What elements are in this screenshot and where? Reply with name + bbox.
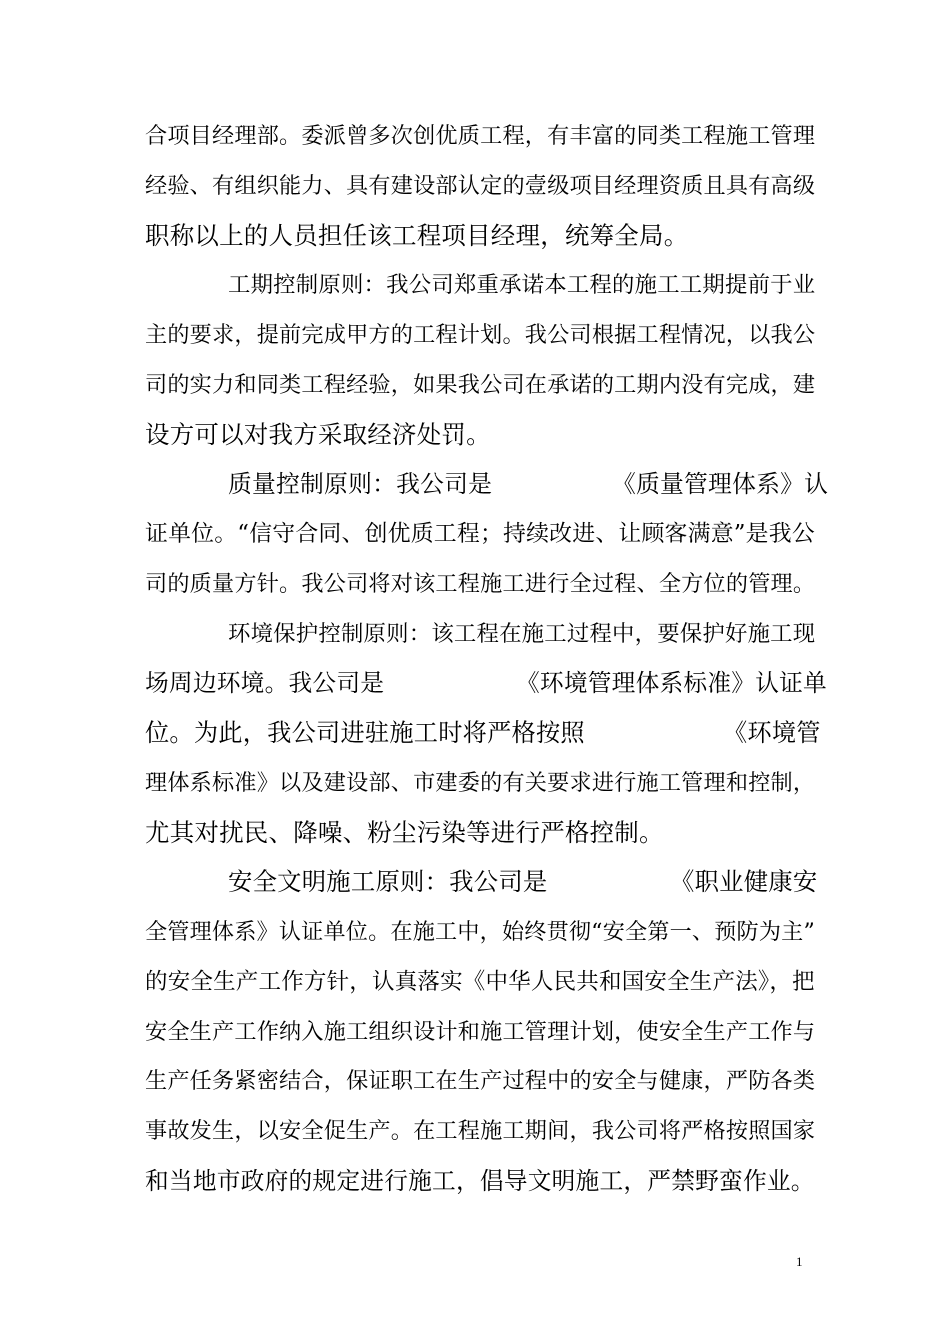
environment-line-4: 理体系标准》以及建设部、市建委的有关要求进行施工管理和控制， <box>145 770 816 796</box>
environment-line-2-right: 《环境管理体系标准》认证单 <box>516 669 827 697</box>
quality-line-1-left: 质量控制原则：我公司是 <box>228 470 493 498</box>
schedule-line-3: 司的实力和同类工程经验，如果我公司在承诺的工期内没有完成，建 <box>145 372 816 398</box>
safety-line-4: 安全生产工作纳入施工组织设计和施工管理计划，使安全生产工作与 <box>145 1019 816 1045</box>
safety-line-1-right: 《职业健康安 <box>670 867 818 896</box>
environment-line-5: 尤其对扰民、降噪、粉尘污染等进行严格控制。 <box>145 818 664 847</box>
safety-line-3: 的安全生产工作方针，认真落实《中华人民共和国安全生产法》，把 <box>145 969 815 995</box>
safety-line-1-left: 安全文明施工原则：我公司是 <box>228 867 548 896</box>
safety-line-5: 生产任务紧密结合，保证职工在生产过程中的安全与健康，严防各类 <box>145 1068 816 1094</box>
intro-line-1: 合项目经理部。委派曾多次创优质工程，有丰富的同类工程施工管理 <box>145 123 816 149</box>
page-number: 1 <box>796 1254 803 1269</box>
quality-line-2: 证单位。“信守合同、创优质工程；持续改进、让顾客满意”是我公 <box>145 521 815 547</box>
safety-line-6: 事故发生，以安全促生产。在工程施工期间，我公司将严格按照国家 <box>145 1118 816 1144</box>
schedule-line-4: 设方可以对我方采取经济处罚。 <box>145 420 491 449</box>
environment-line-3-right: 《环境管 <box>723 718 821 747</box>
safety-line-7: 和当地市政府的规定进行施工，倡导文明施工，严禁野蛮作业。 <box>145 1167 815 1195</box>
environment-line-3 <box>145 716 821 750</box>
schedule-line-2: 主的要求，提前完成甲方的工程计划。我公司根据工程情况，以我公 <box>145 322 816 348</box>
schedule-line-1: 工期控制原则：我公司郑重承诺本工程的施工工期提前于业 <box>228 272 816 298</box>
environment-line-2 <box>145 666 827 700</box>
environment-line-3-left: 位。为此，我公司进驻施工时将严格按照 <box>145 718 585 747</box>
environment-line-2-left: 场周边环境。我公司是 <box>145 669 385 697</box>
environment-line-1: 环境保护控制原则：该工程在施工过程中，要保护好施工现 <box>228 621 816 647</box>
quality-line-3: 司的质量方针。我公司将对该工程施工进行全过程、全方位的管理。 <box>145 571 816 597</box>
intro-line-2: 经验、有组织能力、具有建设部认定的壹级项目经理资质且具有高级 <box>145 173 816 199</box>
quality-line-1-right: 《质量管理体系》认 <box>612 470 829 498</box>
quality-line-1 <box>145 467 829 501</box>
intro-line-3: 职称以上的人员担任该工程项目经理，统筹全局。 <box>145 221 689 250</box>
safety-line-2: 全管理体系》认证单位。在施工中，始终贯彻“安全第一、预防为主” <box>145 919 815 945</box>
safety-line-1 <box>145 865 818 899</box>
